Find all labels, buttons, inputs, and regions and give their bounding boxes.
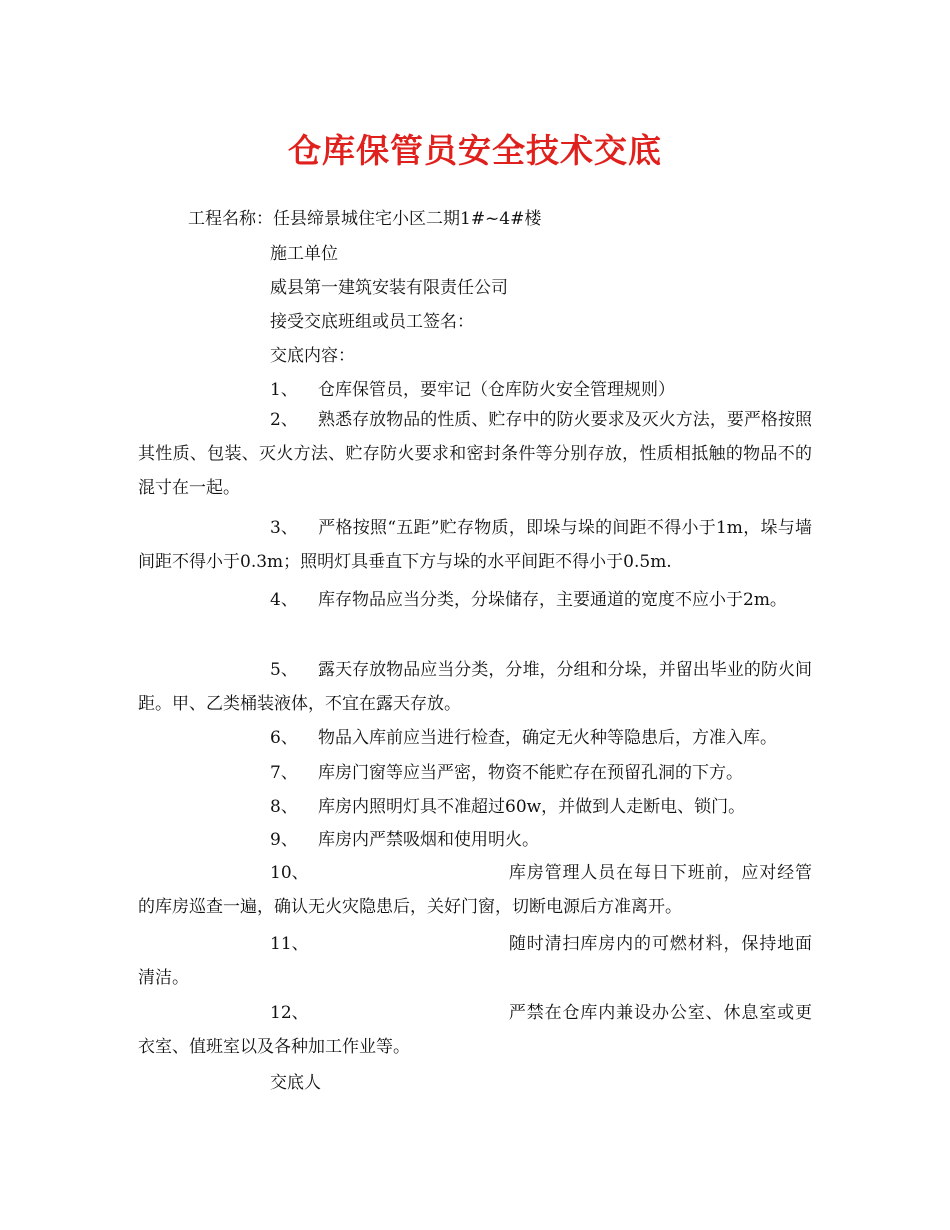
- item-number: 10、: [270, 863, 309, 883]
- signature-label: 接受交底班组或员工签名：: [270, 312, 474, 332]
- item-text: 仓库保管员，要牢记（仓库防火安全管理规则）: [318, 380, 675, 400]
- list-item: [270, 828, 539, 852]
- list-item: [138, 583, 812, 617]
- list-item: [270, 761, 743, 785]
- item-number: 9、: [270, 830, 298, 850]
- item-number: 5、: [270, 660, 298, 680]
- company-name: 威县第一建筑安装有限责任公司: [270, 278, 508, 298]
- project-name-line: 工程名称：任县缔景城住宅小区二期1#~4#楼: [188, 209, 542, 229]
- item-number: 4、: [270, 590, 298, 610]
- list-item: [138, 856, 812, 924]
- item-number: 11、: [270, 934, 309, 954]
- item-text: 严格按照“五距”贮存物质，即垛与垛的间距不得小于1m，垛与墙间距不得小于0.3m；照明灯具垂直下方与垛的水平间距不得小于0.5m.: [138, 518, 812, 572]
- item-number: 2、: [270, 410, 298, 430]
- item-text: 库房门窗等应当严密，物资不能贮存在预留孔洞的下方。: [318, 763, 743, 783]
- item-text: 库存物品应当分类，分垛储存，主要通道的宽度不应小于2m。: [318, 590, 787, 610]
- content-label: 交底内容：: [270, 346, 355, 366]
- item-number: 6、: [270, 728, 298, 748]
- footer-label: 交底人: [270, 1073, 321, 1093]
- item-number: 1、: [270, 380, 298, 400]
- construction-unit-label: 施工单位: [270, 244, 338, 264]
- item-number: 7、: [270, 763, 298, 783]
- item-text: 库房内严禁吸烟和使用明火。: [318, 830, 539, 850]
- item-number: 12、: [270, 1003, 309, 1023]
- list-item: [138, 996, 812, 1064]
- item-text: 随时清扫库房内的可燃材料，保持地面清洁。: [138, 934, 812, 988]
- item-text: 严禁在仓库内兼设办公室、休息室或更衣室、值班室以及各种加工作业等。: [138, 1003, 812, 1057]
- list-item: [270, 726, 777, 750]
- list-item: [138, 653, 812, 721]
- item-text: 物品入库前应当进行检查，确定无火种等隐患后，方准入库。: [318, 728, 777, 748]
- item-text: 熟悉存放物品的性质、贮存中的防火要求及灭火方法，要严格按照其性质、包装、灭火方法、贮存防火要求和密封条件等分别存放，性质相抵触的物品不的混寸在一起。: [138, 410, 812, 498]
- item-number: 8、: [270, 797, 298, 817]
- document-title: 仓库保管员安全技术交底: [288, 131, 662, 170]
- item-text: 库房管理人员在每日下班前，应对经管的库房巡查一遍，确认无火灾隐患后，关好门窗，切断电源后方准离开。: [138, 863, 812, 917]
- list-item: [270, 378, 675, 402]
- item-text: 露天存放物品应当分类，分堆，分组和分垛，并留出毕业的防火间距。甲、乙类桶装液体，不宜在露天存放。: [138, 660, 812, 714]
- item-number: 3、: [270, 518, 298, 538]
- list-item: [270, 795, 745, 819]
- item-text: 库房内照明灯具不准超过60w，并做到人走断电、锁门。: [318, 797, 746, 817]
- list-item: [138, 927, 812, 995]
- list-item: [138, 403, 812, 505]
- list-item: [138, 511, 812, 579]
